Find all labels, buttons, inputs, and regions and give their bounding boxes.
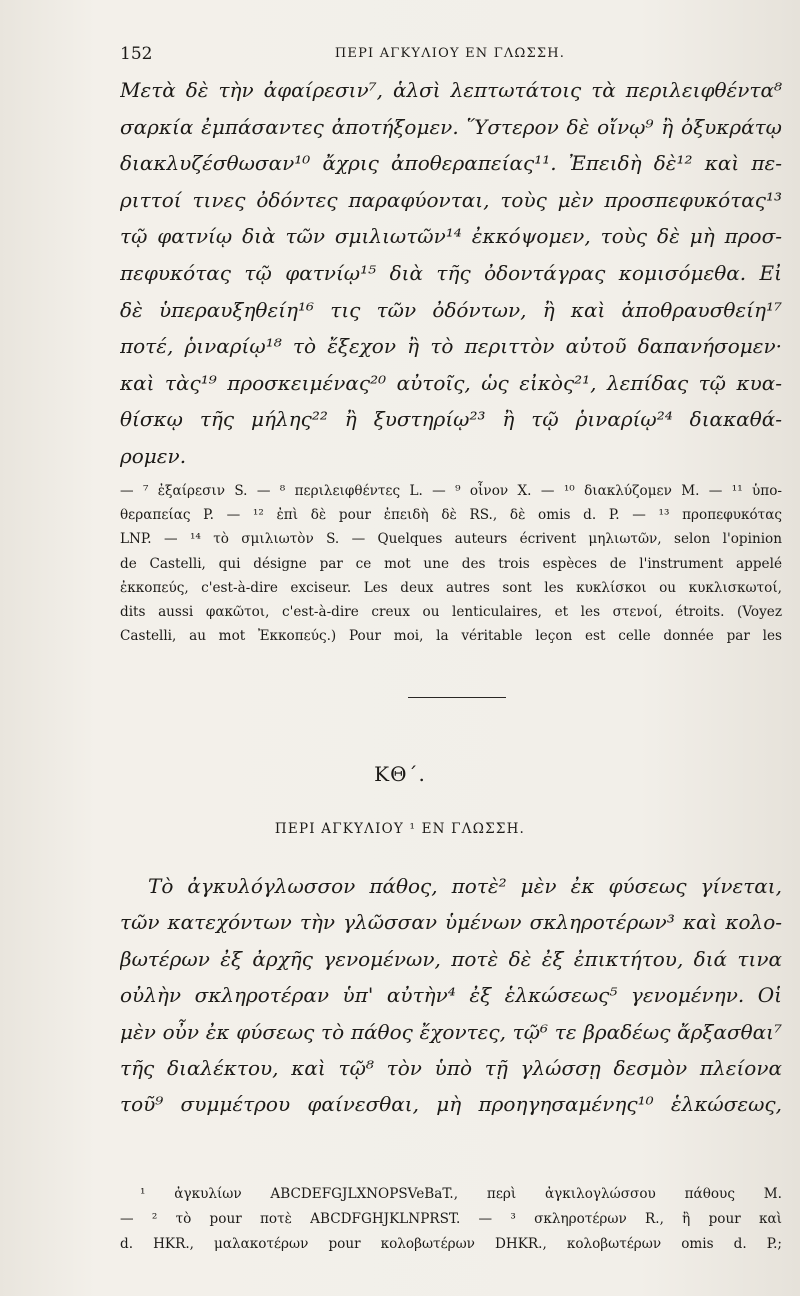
- page-number: 152: [120, 44, 153, 64]
- chapter-body: [120, 868, 782, 1123]
- text-line: τῷ φατνίῳ διὰ τῶν σμιλιωτῶν¹⁴ ἐκκόψομεν, τοὺς δὲ μὴ προσ-: [120, 224, 782, 249]
- text-line: τοῦ⁹ συμμέτρου φαίνεσθαι, μὴ προηγησαμένης¹⁰ ἑλκώσεως,: [120, 1092, 782, 1117]
- running-head: ΠΕΡΙ ΑΓΚΥΛΙΟΥ ΕΝ ΓΛΩΣΣΗ.: [334, 46, 566, 61]
- text-line: πεφυκότας τῷ φατνίῳ¹⁵ διὰ τῆς ὀδοντάγρας κομισόμεθα. Εἰ: [120, 260, 782, 285]
- text-line: σαρκία ἐμπάσαντες ἀποτήξομεν. Ὕστερον δὲ οἴνῳ⁹ ἢ ὀξυκράτῳ: [120, 114, 782, 139]
- page-header: [120, 44, 780, 68]
- text-line: τῆς διαλέκτου, καὶ τῷ⁸ τὸν ὑπὸ τῇ γλώσσῃ δεσμὸν πλείονα: [120, 1055, 782, 1080]
- text-line: Μετὰ δὲ τὴν ἀφαίρεσιν⁷, ἁλσὶ λεπτωτάτοις τὰ περιλειφθέντα⁸: [120, 78, 782, 102]
- text-line: καὶ τὰς¹⁹ προσκειμένας²⁰ αὐτοῖς, ὡς εἰκὸς²¹, λεπίδας τῷ κυα-: [120, 370, 782, 395]
- text-line: ποτέ, ῥιναρίῳ¹⁸ τὸ ἔξεχον ἢ τὸ περιττὸν αὐτοῦ δαπανήσομεν·: [120, 334, 782, 359]
- text-line: ρομεν.: [120, 443, 187, 468]
- footnote-line: dits aussi φακῶτοι, c'est-à-dire creux ou lenticulaires, et les στενοί, étroits. (Voyez: [120, 603, 782, 620]
- text-line: βωτέρων ἐξ ἀρχῆς γενομένων, ποτὲ δὲ ἐξ ἐπικτήτου, διά τινα: [120, 946, 782, 971]
- text-line: οὐλὴν σκληροτέραν ὑπ' αὐτὴν⁴ ἐξ ἑλκώσεως⁵ γενομένην. Οἱ: [120, 983, 782, 1008]
- footnote-line: ¹ ἀγκυλίων ABCDEFGJLXNOPSVeBaT., περὶ ἀγκιλογλώσσου πάθους M.: [140, 1186, 782, 1202]
- chapter-number: ΚΘ΄.: [374, 762, 426, 786]
- footnote-line: de Castelli, qui désigne par ce mot une des trois espèces de l'instrument appelé: [120, 555, 782, 572]
- text-line: μὲν οὖν ἐκ φύσεως τὸ πάθος ἔχοντες, τῷ⁶ τε βραδέως ἄρξασθαι⁷: [120, 1019, 782, 1044]
- main-text-block: [120, 72, 782, 475]
- footnote-line: ἐκκοπεύς, c'est-à-dire exciseur. Les deux autres sont les κυκλίσκοι ou κυκλισκωτοί,: [120, 579, 782, 596]
- chapter-title: ΠΕΡΙ ΑΓΚΥΛΙΟΥ ¹ ΕΝ ΓΛΩΣΣΗ.: [274, 821, 526, 837]
- footnotes-block: [120, 479, 782, 648]
- text-line: Τὸ ἀγκυλόγλωσσον πάθος, ποτὲ² μὲν ἐκ φύσεως γίνεται,: [148, 874, 782, 898]
- text-line: δὲ ὑπεραυξηθείη¹⁶ τις τῶν ὀδόντων, ἢ καὶ ἀποθραυσθείη¹⁷: [120, 297, 782, 322]
- footnote-line: Castelli, au mot Ἐκκοπεύς.) Pour moi, la véritable leçon est celle donnée par les: [120, 628, 782, 645]
- footnote-line: LNP. — ¹⁴ τὸ σμιλιωτὸν S. — Quelques auteurs écrivent μηλιωτῶν, selon l'opinion: [120, 531, 782, 548]
- footnote-line: — ² τὸ pour ποτὲ ABCDFGHJKLNPRST. — ³ σκληροτέρων R., ἢ pour καὶ: [120, 1211, 782, 1227]
- text-line: τῶν κατεχόντων τὴν γλῶσσαν ὑμένων σκληροτέρων³ καὶ κολο-: [120, 910, 782, 935]
- footnote-line: θεραπείας P. — ¹² ἐπὶ δὲ pour ἐπειδὴ δὲ RS., δὲ omis d. P. — ¹³ προπεφυκότας: [120, 507, 782, 524]
- chapter-footnotes: [120, 1182, 782, 1257]
- text-line: θίσκῳ τῆς μήλης²² ἢ ξυστηρίῳ²³ ἢ τῷ ῥιναρίῳ²⁴ διακαθά-: [120, 407, 782, 432]
- text-line: διακλυζέσθωσαν¹⁰ ἄχρις ἀποθεραπείας¹¹. Ἐπειδὴ δὲ¹² καὶ πε-: [120, 151, 782, 176]
- footnote-line: — ⁷ ἐξαίρεσιν S. — ⁸ περιλειφθέντες L. — ⁹ οἶνον X. — ¹⁰ διακλύζομεν M. — ¹¹ ὑπο-: [120, 483, 782, 499]
- footnote-line: d. HKR., μαλακοτέρων pour κολοβωτέρων DHKR., κολοβωτέρων omis d. P.;: [120, 1236, 782, 1252]
- section-divider: [408, 697, 506, 698]
- text-line: ριττοί τινες ὀδόντες παραφύονται, τοὺς μὲν προσπεφυκότας¹³: [120, 187, 782, 212]
